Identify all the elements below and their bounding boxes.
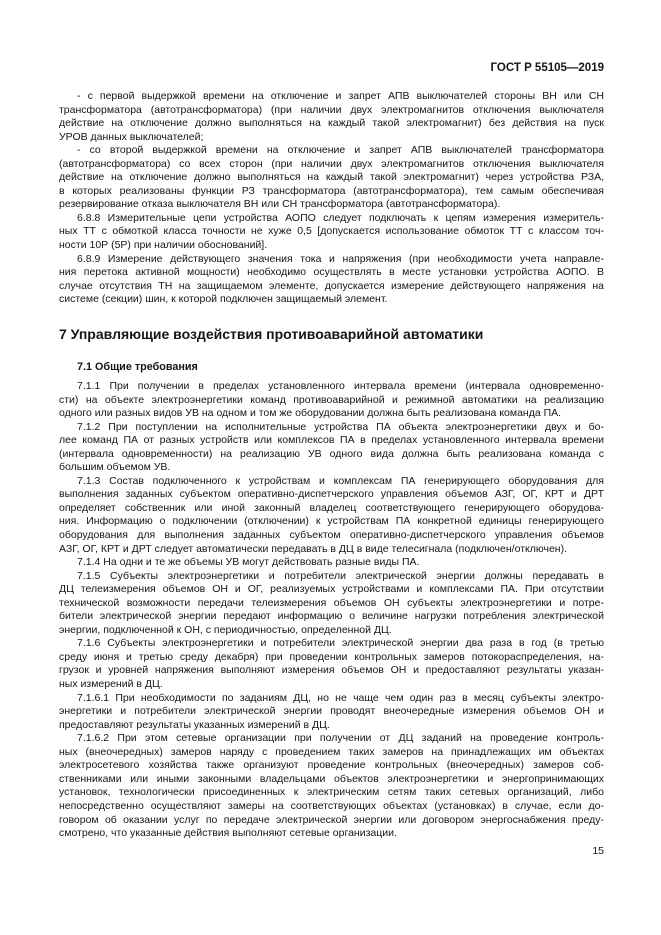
text-line: трансформатора (автотрансформатора) (при наличии двух электромагнитов отключения выключателя [59, 103, 604, 116]
text-line: энергетики и потребители электрической энергии проводят внеочередные измерения объемов ОН и [59, 705, 604, 718]
text-line: случае отсутствия ТН на защищаемом элементе, допускается измерение действующего напряжения на [59, 279, 604, 292]
text-line: 7.1.4 На одни и те же объемы УВ могут действовать разные виды ПА. [77, 556, 420, 569]
text-line: электросетевого хозяйства также организуют проведение контрольных (внеочередных) замеров соб- [59, 759, 604, 772]
page-number: 15 [592, 845, 604, 857]
text-line: ния. Информацию о подключении (отключении) к устройствам ПА конкретной единицы генерирующего [59, 515, 604, 528]
text-line: ственниками или иными законными владельцами объектов электроэнергетики и энергопринимающих [59, 772, 604, 785]
text-line: действие на отключение должно выполняться на каждый такой электромагнит) через устройства РЗА, [59, 171, 604, 184]
text-line: говором об оказании услуг по передаче электрической энергии или договором энергоснабжения преду- [59, 813, 604, 826]
continued-text-block [59, 90, 604, 307]
text-line: (автотрансформатора) со всех сторон (при наличии двух электромагнитов отключения выключателя [59, 157, 604, 170]
text-line: - с первой выдержкой времени на отключение и запрет АПВ выключателей стороны ВН или СН [77, 90, 604, 102]
text-line: 7.1.3 Состав подключенного к устройствам и комплексам ПА генерирующего оборудования для [77, 474, 604, 487]
text-line: 6.8.9 Измерение действующего значения тока и напряжения (при необходимости учета направле- [77, 252, 604, 265]
paragraph [59, 212, 604, 253]
text-line: ных измерений в ДЦ. [59, 678, 163, 691]
paragraph [59, 144, 604, 212]
text-line: бители электрической энергии передают информацию о величине нагрузки потребления электрической [59, 610, 604, 623]
text-line: выполнения заданных субъектом оперативно-диспетчерского управления объемов АЗГ, ОГ, КРТ и ДРТ [59, 488, 604, 501]
paragraph [59, 90, 604, 144]
text-line: лее команд ПА от разных устройств или комплексов ПА в пределах установленного интервала времени [59, 434, 604, 447]
paragraph [59, 570, 604, 638]
paragraph [59, 380, 604, 421]
text-line: системе (секции) шин, к которой подключен защищаемый элемент. [59, 293, 388, 306]
text-line: сти) на объекте электроэнергетики команд противоаварийной и режимной автоматики на реализацию [59, 393, 604, 406]
text-line: ДЦ телеизмерения объемов ОН и ОГ, реализуемых устройствами и комплексами ПА. При отсутствии [59, 583, 604, 596]
paragraph [59, 421, 604, 475]
document-number-header: ГОСТ Р 55105—2019 [490, 62, 604, 74]
subsection-heading: 7.1 Общие требования [77, 361, 198, 373]
text-line: резервирование отказа выключателя ВН или СН трансформатора (автотрансформатора). [59, 198, 501, 211]
text-line: 7.1.6 Субъекты электроэнергетики и потребители электрической энергии два раза в год (в третью [77, 637, 604, 650]
paragraph [59, 556, 604, 570]
text-line: 7.1.5 Субъекты электроэнергетики и потребители электрической энергии должны передавать в [77, 569, 604, 582]
text-line: в которых реализованы функции РЗ трансформатора (автотрансформатора), тем самым обеспечивая [59, 184, 604, 197]
text-line: оборудования для выполнения заданных субъектом оперативно-диспетчерского управления объемов [59, 529, 604, 542]
text-line: большим объемом УВ. [59, 461, 171, 474]
text-line: установок, технологически присоединенных к электрическим сетям таких сетевых организаций, либо [59, 786, 604, 799]
text-line: 7.1.2 При поступлении на исполнительные устройства ПА объекта электроэнергетики двух и бо- [77, 420, 604, 433]
text-line: ных (внеочередных) замеров наряду с проведением таких замеров на принадлежащих им объектах [59, 745, 604, 758]
text-line: 6.8.8 Измерительные цепи устройства АОПО следует подключать к цепям измерения измеритель- [77, 211, 604, 224]
text-line: технической возможности передачи телеизмерения объемов ОН субъекты электроэнергетики и потре- [59, 596, 604, 609]
text-line: предоставляют результаты указанных измерений в ДЦ. [59, 718, 330, 731]
text-line: УРОВ данных выключателей; [59, 130, 204, 143]
section-text-block [59, 380, 604, 841]
paragraph [59, 637, 604, 691]
text-line: смотрено, что указанные действия выполняют сетевые организации. [59, 827, 397, 840]
text-line: ности 10Р (5Р) при наличии обоснований]. [59, 239, 268, 252]
text-line: непосредственно осуществляют замеры на соответствующих объектах (установках) в случае, если до- [59, 799, 604, 812]
paragraph [59, 692, 604, 733]
text-line: грузок и уровней напряжения выполняют измерения объемов ОН и предоставляют результаты указан- [59, 664, 604, 677]
text-line: среду июня и третью среду декабря) при проведении контрольных замеров потокораспределения, на- [59, 650, 604, 663]
text-line: АЗГ, ОГ, КРТ и ДРТ следует автоматически передавать в ДЦ в виде телесигнала (подключен/отключен). [59, 542, 568, 555]
section-heading: 7 Управляющие воздействия противоаварийной автоматики [59, 326, 484, 342]
text-line: одного или разных видов УВ на одном и том же оборудовании должна быть реализована команда ПА. [59, 407, 562, 420]
text-line: определяет собственник или иной законный владелец соответствующего генерирующего оборудова- [59, 501, 604, 514]
text-line: 7.1.1 При получении в пределах установленного интервала времени (интервала одновременно- [77, 380, 604, 392]
text-line: ния перетока активной мощности) необходимо осуществлять в месте установки устройства АОПО. В [59, 266, 604, 279]
text-line: энергии, подключенной к ОН, с периодичностью, определенной ДЦ. [59, 623, 392, 636]
text-line: 7.1.6.2 При этом сетевые организации при получении от ДЦ заданий на проведение контроль- [77, 732, 604, 745]
paragraph [59, 475, 604, 556]
text-line: (интервала одновременности) на реализацию УВ одного вида должна быть реализована команда с [59, 447, 604, 460]
text-line: ных ТТ с обмоткой класса точности не хуже 0,5 [допускается использование обмоток ТТ с классом точ- [59, 225, 604, 238]
paragraph [59, 253, 604, 307]
text-line: 7.1.6.1 При необходимости по заданиям ДЦ, но не чаще чем один раз в месяц субъекты электро- [77, 691, 604, 704]
text-line: действие на отключение должно выполняться на каждый такой электромагнит) без действия на пуск [59, 117, 604, 130]
text-line: - со второй выдержкой времени на отключение и запрет АПВ выключателей трансформатора [77, 144, 604, 157]
paragraph [59, 732, 604, 840]
